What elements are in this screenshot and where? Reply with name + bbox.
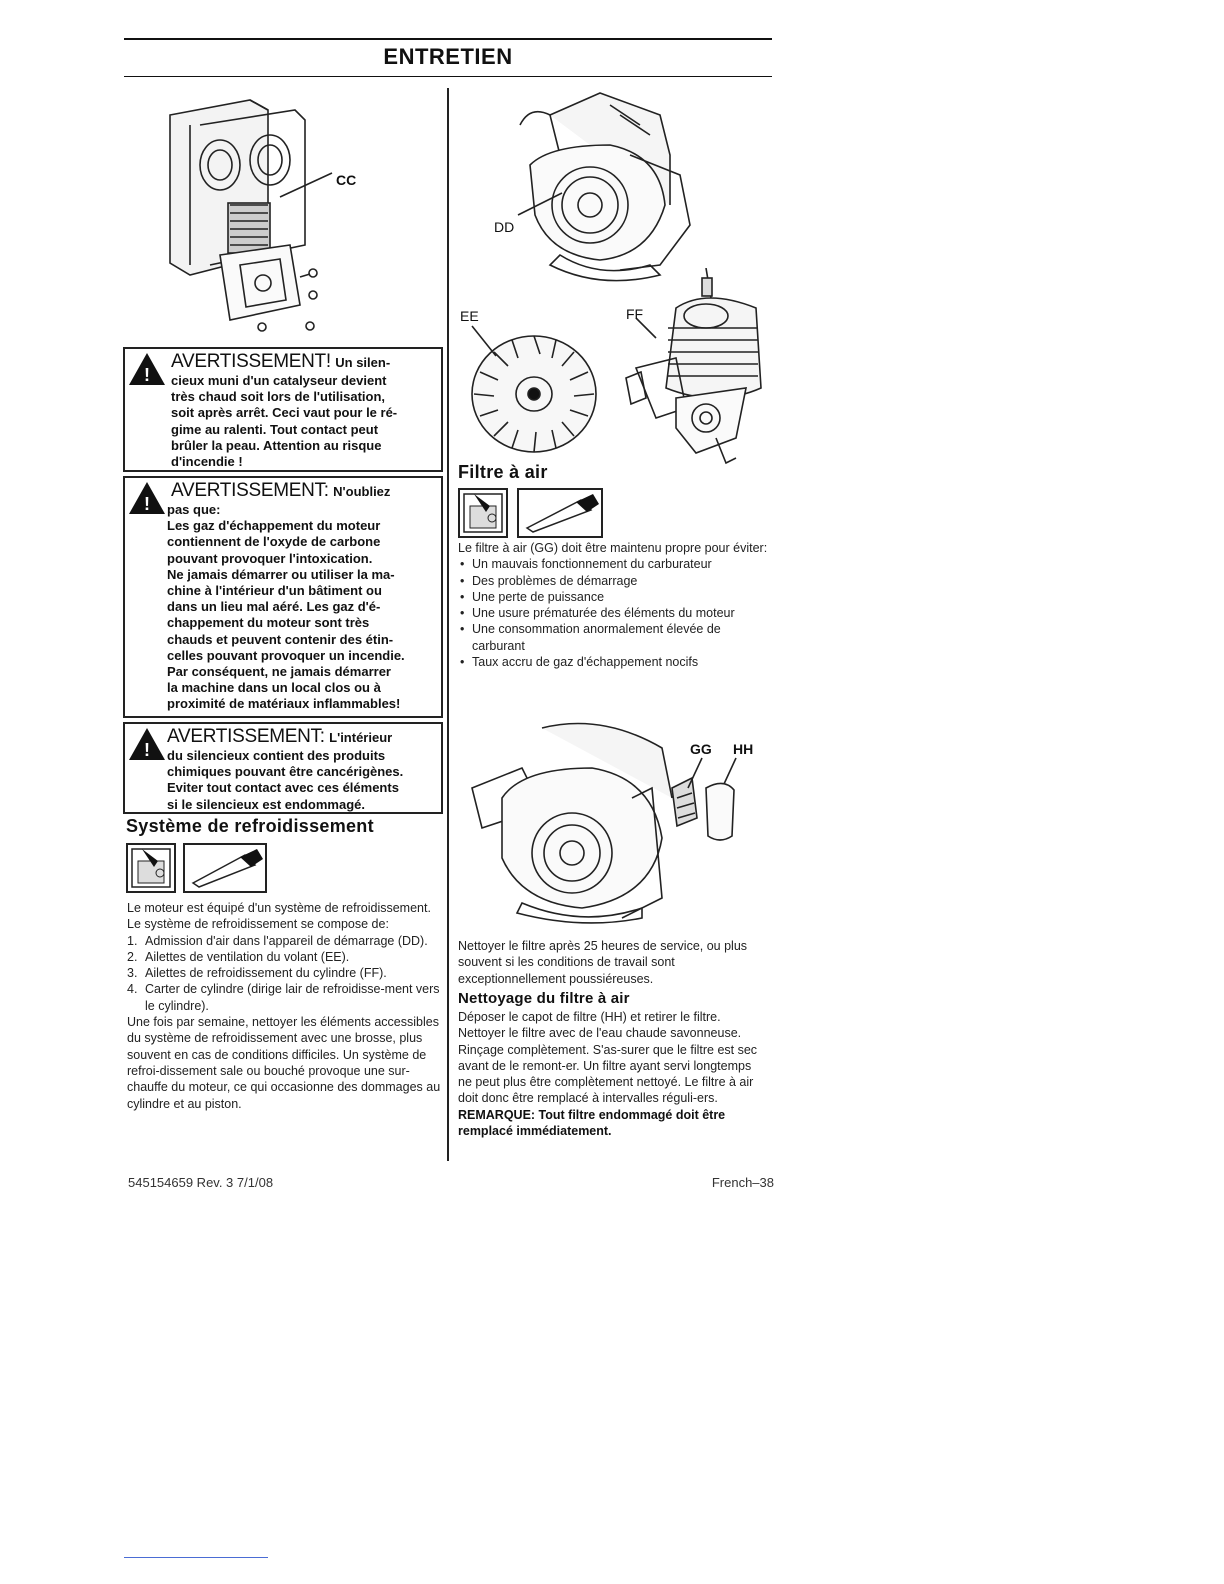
- list-item: • Un mauvais fonctionnement du carburateur: [458, 556, 770, 572]
- brush-icon-box: [183, 843, 267, 893]
- list-item: [127, 933, 443, 949]
- muffler-illustration: [150, 95, 380, 345]
- cleaning-subtitle: Nettoyage du filtre à air: [458, 990, 630, 1007]
- warning-3-title: AVERTISSEMENT:: [167, 726, 325, 747]
- warning-2-line: dans un lieu mal aéré. Les gaz d'é-: [167, 599, 381, 615]
- label-ff: FF: [626, 306, 644, 322]
- svg-text:!: !: [144, 740, 150, 760]
- list-number: 2.: [127, 949, 138, 964]
- cooling-text: [127, 900, 443, 1112]
- brush-icon: [185, 845, 265, 891]
- warning-2-line: contiennent de l'oxyde de carbone: [167, 534, 381, 550]
- warning-1-line: très chaud soit lors de l'utilisation,: [171, 389, 386, 405]
- warning-1-lead: Un silen-: [335, 355, 391, 370]
- bottom-link-rule: [124, 1557, 268, 1558]
- warning-2-line: chine à l'intérieur d'un bâtiment ou: [167, 583, 382, 599]
- warning-2-lead: N'oubliez: [333, 484, 391, 499]
- footer-page-number: French–38: [711, 1175, 774, 1190]
- cooling-body: Une fois par semaine, nettoyer les éléments accessibles du système de refroidissement avec une brosse, plus souvent en cas de conditions difficiles. Un système de refroi-dissement sale ou bouché provoque une sur-chauffe du moteur, ce qui occasionne des dommages au cylindre et au piston.: [127, 1015, 441, 1111]
- list-text: Ailettes de refroidissement du cylindre (FF).: [145, 966, 387, 981]
- list-number: 4.: [127, 982, 138, 997]
- warning-2-line: pas que:: [167, 502, 221, 517]
- blower-illustration: [490, 85, 720, 290]
- warning-box-catalyst: [123, 347, 443, 472]
- manual-icon-box: [126, 843, 176, 893]
- label-gg: GG: [690, 741, 712, 757]
- warning-triangle-icon: [127, 480, 167, 516]
- list-item: [127, 949, 443, 965]
- warning-2-line: proximité de matériaux inflammables!: [167, 696, 401, 712]
- list-item: • Une perte de puissance: [458, 589, 770, 605]
- warning-1-title: AVERTISSEMENT!: [171, 351, 331, 372]
- list-number: 1.: [127, 933, 138, 948]
- warning-2-line: la machine dans un local clos ou à: [167, 680, 381, 696]
- cleaning-body: Déposer le capot de filtre (HH) et retirer le filtre. Nettoyer le filtre avec de l'eau chaude savonneuse. Rinçage complètement. S'as-surer que le filtre est sec avant de le remont-er. Un filtre ayant servi longtemps ne peut plus être complètement nettoyé. Le filtre à air doit donc être remplacé à intervalles réguli-ers.: [458, 1010, 758, 1106]
- warning-3-line: du silencieux contient des produits: [167, 748, 386, 763]
- header-bottom-rule: [124, 76, 772, 77]
- warning-box-exhaust: [123, 476, 443, 718]
- warning-triangle-icon: [127, 726, 167, 762]
- label-cc: CC: [336, 172, 357, 188]
- warning-2-title: AVERTISSEMENT:: [171, 480, 329, 501]
- list-item: • Des problèmes de démarrage: [458, 573, 770, 589]
- warning-2-line: chauds et peuvent contenir des étin-: [167, 631, 394, 647]
- warning-1-line: brûler la peau. Attention au risque: [171, 437, 382, 453]
- list-item: [127, 965, 443, 981]
- list-item: • Une consommation anormalement élevée de carburant: [458, 621, 770, 654]
- svg-text:!: !: [144, 365, 150, 385]
- label-ee: EE: [460, 308, 479, 324]
- warning-1-line: gime au ralenti. Tout contact peut: [171, 421, 379, 437]
- flywheel-illustration: [456, 322, 606, 462]
- column-divider: [447, 88, 449, 1161]
- warning-2-line: celles pouvant provoquer un incendie.: [167, 647, 405, 663]
- warning-3-line: chimiques pouvant être cancérigènes.: [167, 764, 404, 780]
- airfilter-section-title: Filtre à air: [458, 462, 548, 482]
- list-item: • Taux accru de gaz d'échappement nocifs: [458, 654, 770, 670]
- list-item: [127, 981, 443, 1014]
- label-dd: DD: [494, 219, 515, 235]
- cleaning-text: [458, 1009, 758, 1139]
- airfilter-intro: Le filtre à air (GG) doit être maintenu propre pour éviter:: [458, 541, 768, 555]
- manual-read-icon: [460, 490, 506, 536]
- list-text: Carter de cylindre (dirige lair de refroidisse-ment vers le cylindre).: [145, 982, 440, 1013]
- airfilter-text: [458, 540, 770, 670]
- list-number: 3.: [127, 966, 138, 981]
- list-text: Admission d'air dans l'appareil de démarrage (DD).: [145, 933, 428, 948]
- cylinder-illustration: [616, 268, 776, 468]
- warning-box-chemicals: [123, 722, 443, 814]
- svg-text:!: !: [144, 494, 150, 514]
- warning-1-line: soit après arrêt. Ceci vaut pour le ré-: [171, 405, 398, 421]
- remarque-note: REMARQUE: Tout filtre endommagé doit être remplacé immédiatement.: [458, 1107, 726, 1139]
- warning-2-line: pouvant provoquer l'intoxication.: [167, 550, 373, 566]
- warning-2-line: Ne jamais démarrer ou utiliser la ma-: [167, 566, 395, 582]
- brush-icon: [519, 490, 601, 536]
- list-item: • Une usure prématurée des éléments du moteur: [458, 605, 770, 621]
- footer-doc-info: 545154659 Rev. 3 7/1/08: [128, 1175, 274, 1190]
- airfilter-cleaning-text: [458, 938, 758, 987]
- warning-2-line: Les gaz d'échappement du moteur: [167, 518, 381, 534]
- airfilter-after: Nettoyer le filtre après 25 heures de service, ou plus souvent si les conditions de travail sont exceptionnellement poussiéreuses.: [458, 939, 748, 986]
- air-filter-illustration: [462, 718, 762, 930]
- manual-icon-box: [458, 488, 508, 538]
- warning-2-line: chappement du moteur sont très: [167, 615, 370, 631]
- list-text: Ailettes de ventilation du volant (EE).: [145, 949, 350, 964]
- warning-2-line: Par conséquent, ne jamais démarrer: [167, 664, 391, 680]
- warning-3-line: si le silencieux est endommagé.: [167, 796, 365, 812]
- cooling-intro-2: Le système de refroidissement se compose de:: [127, 917, 389, 932]
- warning-triangle-icon: [127, 351, 167, 387]
- warning-1-line: d'incendie !: [171, 454, 243, 470]
- page-title: ENTRETIEN: [383, 44, 513, 69]
- cooling-intro-1: Le moteur est équipé d'un système de refroidissement.: [127, 901, 431, 915]
- warning-3-lead: L'intérieur: [329, 730, 393, 745]
- brush-icon-box: [517, 488, 603, 538]
- header-top-rule: [124, 38, 772, 40]
- cooling-section-title: Système de refroidissement: [126, 816, 374, 836]
- warning-3-line: Eviter tout contact avec ces éléments: [167, 780, 399, 796]
- manual-read-icon: [128, 845, 174, 891]
- warning-1-line: cieux muni d'un catalyseur devient: [171, 373, 387, 388]
- label-hh: HH: [733, 741, 754, 757]
